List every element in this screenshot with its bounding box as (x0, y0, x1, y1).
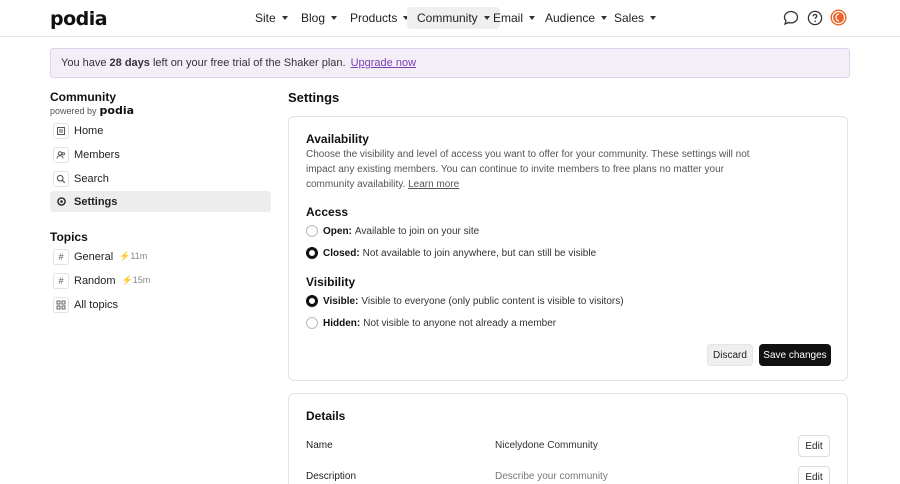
topic-general[interactable] (50, 246, 271, 267)
podia-logo[interactable]: podia (50, 8, 108, 30)
topics-title: Topics (50, 230, 88, 244)
availability-description (306, 147, 756, 192)
page-title: Settings (288, 90, 340, 105)
help-icon[interactable] (807, 10, 823, 26)
chat-icon[interactable] (783, 10, 799, 26)
home-icon (53, 123, 69, 139)
radio-button-selected[interactable] (306, 295, 318, 307)
option-text: Not available to join anywhere, but can still be visible (362, 247, 597, 259)
nav-site[interactable] (245, 7, 298, 29)
grid-icon (53, 297, 69, 313)
banner-text: left on your free trial of the Shaker plan. (149, 57, 346, 69)
sidebar-title: Community (50, 90, 116, 104)
details-heading: Details (306, 409, 346, 423)
sidebar-item-label: Search (74, 172, 109, 185)
radio-button[interactable] (306, 317, 318, 329)
description-text: Choose the visibility and level of access you want to offer for your community. These settings will not impact any existing members. You can continue to invite members to free plans no matter your community availability. (306, 149, 750, 190)
sidebar-item-settings[interactable] (50, 191, 271, 212)
days-remaining: 28 days (109, 57, 150, 69)
discard-button[interactable]: Discard (707, 344, 753, 366)
visibility-hidden-option[interactable] (306, 317, 556, 329)
topic-random[interactable] (50, 270, 271, 291)
sidebar-item-members[interactable] (50, 144, 271, 165)
hash-icon: # (53, 249, 69, 265)
access-heading: Access (306, 205, 349, 219)
avatar[interactable] (830, 9, 847, 26)
topic-activity: ⚡11m (119, 251, 148, 261)
podia-mini-logo: podia (99, 104, 135, 117)
option-label: Hidden: (323, 317, 361, 329)
sidebar-item-search[interactable] (50, 168, 271, 189)
topic-activity-time: 15m (132, 275, 151, 285)
topic-activity: ⚡15m (121, 275, 151, 285)
option-text: Available to join on your site (354, 225, 480, 237)
caret-down-icon (650, 16, 656, 20)
edit-name-button[interactable]: Edit (798, 435, 830, 457)
sidebar-item-label: Members (74, 148, 120, 161)
nav-label: Email (493, 11, 524, 25)
members-icon (53, 147, 69, 163)
topic-label: All topics (74, 298, 119, 311)
sidebar-item-label: Home (74, 124, 104, 137)
powered-by-text: powered by (50, 105, 97, 116)
nav-label: Products (350, 11, 398, 25)
description-value: Describe your community (495, 471, 608, 482)
visibility-visible-option[interactable] (306, 295, 624, 307)
nav-label: Blog (301, 11, 326, 25)
nav-label: Audience (545, 11, 596, 25)
sidebar-item-label: Settings (74, 195, 118, 208)
option-label: Open: (323, 225, 352, 237)
all-topics[interactable] (50, 294, 271, 315)
caret-down-icon (331, 16, 337, 20)
gear-icon (53, 194, 69, 210)
banner-text: You have (61, 57, 110, 69)
description-label: Description (306, 471, 357, 482)
learn-more-link[interactable]: Learn more (408, 179, 460, 190)
option-text: Visible to everyone (only public content is visible to visitors) (361, 295, 624, 307)
topic-label: Random (74, 274, 116, 287)
powered-by (50, 104, 134, 117)
name-value: Nicelydone Community (495, 440, 598, 451)
option-label: Closed: (323, 247, 360, 259)
sidebar-item-home[interactable] (50, 120, 271, 141)
topic-label: General (74, 250, 114, 263)
name-label: Name (306, 440, 333, 451)
option-text: Not visible to anyone not already a member (363, 317, 557, 329)
edit-description-button[interactable]: Edit (798, 466, 830, 484)
search-icon (53, 171, 69, 187)
caret-down-icon (282, 16, 288, 20)
access-closed-option[interactable] (306, 247, 596, 259)
nav-label: Sales (614, 11, 645, 25)
nav-blog[interactable] (291, 7, 347, 29)
upgrade-now-link[interactable]: Upgrade now (350, 57, 417, 69)
nav-label: Site (255, 11, 276, 25)
hash-icon: # (53, 273, 69, 289)
details-card (288, 393, 848, 484)
nav-sales[interactable] (604, 7, 666, 29)
option-label: Visible: (323, 295, 359, 307)
save-changes-button[interactable]: Save changes (759, 344, 831, 366)
access-open-option[interactable] (306, 225, 479, 237)
availability-card (288, 116, 848, 381)
nav-label: Community (417, 11, 478, 25)
top-navigation (0, 0, 900, 37)
topic-activity-time: 11m (130, 251, 148, 261)
trial-banner (50, 48, 850, 78)
visibility-heading: Visibility (306, 275, 356, 289)
radio-button[interactable] (306, 225, 318, 237)
radio-button-selected[interactable] (306, 247, 318, 259)
availability-heading: Availability (306, 132, 369, 146)
